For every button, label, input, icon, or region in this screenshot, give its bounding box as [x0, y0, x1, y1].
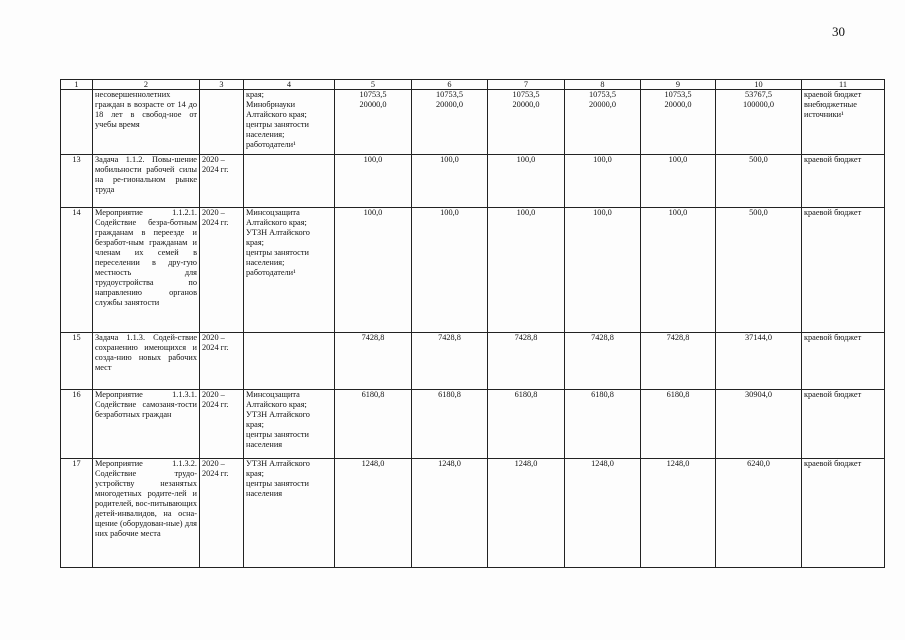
table-row: [61, 390, 885, 459]
executor-line: УТЗН Алтайского: [246, 410, 310, 419]
executor-line: Алтайского края;: [246, 400, 307, 409]
executor-line: населения;: [246, 130, 285, 139]
period-cell: 2020 – 2024 гг.: [200, 390, 244, 459]
executor-line: УТЗН Алтайского: [246, 459, 310, 468]
amount-value: 100,0: [363, 155, 383, 164]
amount-value: 100000,0: [742, 100, 775, 109]
period-cell: 2020 – 2024 гг.: [200, 459, 244, 568]
executors-cell: [244, 208, 335, 333]
value-cell-5: [335, 459, 412, 568]
measure-name-cell: Задача 1.1.2. Повы-шение мобильности рабочей силы на ре-гиональном рынке труда: [93, 155, 200, 208]
amount-value: 6180,8: [438, 390, 461, 399]
executors-cell: [244, 90, 335, 155]
amount-value: 1248,0: [666, 459, 690, 468]
executor-line: Минсоцзащита: [246, 390, 300, 399]
amount-value: 20000,0: [589, 100, 616, 109]
amount-value: 6240,0: [747, 459, 770, 468]
amount-value: 100,0: [593, 155, 612, 164]
column-header-9: 9: [641, 80, 716, 90]
row-number-cell: [61, 90, 93, 155]
value-cell-8: [565, 208, 641, 333]
row-number-cell: 14: [61, 208, 93, 333]
amount-value: 7428,8: [591, 333, 614, 342]
value-cell-5: [335, 155, 412, 208]
measure-name-cell: Мероприятие 1.1.3.2. Содействие трудо-устройству незанятых многодетных родите-лей и родителей, вос-питывающих детей-инвалидов, на осна-щение (оборудован-ные) для них рабочие места: [93, 459, 200, 568]
amount-value: 10753,5: [436, 90, 463, 99]
column-header-7: 7: [488, 80, 565, 90]
table-row: [61, 155, 885, 208]
amount-value: 6180,8: [514, 390, 538, 399]
funding-source: краевой бюджет: [804, 208, 862, 217]
amount-value: 100,0: [363, 208, 383, 217]
period-cell: [200, 90, 244, 155]
measure-name-cell: Мероприятие 1.1.3.1. Содействие самозаня-тости безработных граждан: [93, 390, 200, 459]
funding-source-cell: [802, 333, 885, 390]
amount-value: 1248,0: [438, 459, 461, 468]
value-cell-10: [716, 208, 802, 333]
executor-line: населения: [246, 489, 283, 498]
amount-value: 1248,0: [361, 459, 385, 468]
executor-line: центры занятости: [246, 120, 309, 129]
amount-value: 10753,5: [512, 90, 540, 99]
value-cell-6: [412, 459, 488, 568]
value-cell-9: [641, 459, 716, 568]
value-cell-6: [412, 390, 488, 459]
amount-value: 100,0: [668, 208, 688, 217]
value-cell-8: [565, 155, 641, 208]
row-number-cell: 15: [61, 333, 93, 390]
column-header-6: 6: [412, 80, 488, 90]
amount-value: 100,0: [440, 208, 459, 217]
funding-source-cell: [802, 90, 885, 155]
row-number-cell: 17: [61, 459, 93, 568]
amount-value: 6180,8: [666, 390, 690, 399]
measure-name-cell: Задача 1.1.3. Содей-ствие сохранению имеющихся и созда-нию новых рабочих мест: [93, 333, 200, 390]
executor-line: населения;: [246, 258, 285, 267]
executor-line: УТЗН Алтайского: [246, 228, 310, 237]
value-cell-8: [565, 333, 641, 390]
funding-source: внебюджетные источники¹: [804, 100, 857, 119]
funding-source-cell: [802, 459, 885, 568]
amount-value: 20000,0: [359, 100, 387, 109]
value-cell-7: [488, 459, 565, 568]
executor-line: Алтайского края;: [246, 110, 307, 119]
value-cell-7: [488, 208, 565, 333]
amount-value: 7428,8: [666, 333, 690, 342]
amount-value: 7428,8: [361, 333, 385, 342]
amount-value: 37144,0: [745, 333, 772, 342]
table-body: [61, 80, 885, 568]
value-cell-5: [335, 90, 412, 155]
executor-line: центры занятости: [246, 248, 309, 257]
value-cell-9: [641, 155, 716, 208]
value-cell-9: [641, 90, 716, 155]
funding-source: краевой бюджет: [804, 390, 862, 399]
column-header-4: 4: [244, 80, 335, 90]
value-cell-10: [716, 390, 802, 459]
table-row: [61, 333, 885, 390]
executors-cell: [244, 390, 335, 459]
value-cell-5: [335, 333, 412, 390]
amount-value: 30904,0: [745, 390, 772, 399]
value-cell-10: [716, 459, 802, 568]
amount-value: 20000,0: [436, 100, 463, 109]
value-cell-5: [335, 208, 412, 333]
executors-cell: [244, 459, 335, 568]
value-cell-9: [641, 208, 716, 333]
funding-source-cell: [802, 390, 885, 459]
funding-source-cell: [802, 208, 885, 333]
table-row: [61, 459, 885, 568]
period-cell: 2020 – 2024 гг.: [200, 208, 244, 333]
amount-value: 7428,8: [438, 333, 461, 342]
value-cell-5: [335, 390, 412, 459]
amount-value: 100,0: [668, 155, 688, 164]
value-cell-9: [641, 390, 716, 459]
table-row: [61, 90, 885, 155]
column-header-5: 5: [335, 80, 412, 90]
amount-value: 500,0: [749, 155, 768, 164]
funding-source-cell: [802, 155, 885, 208]
amount-value: 20000,0: [664, 100, 692, 109]
column-header-10: 10: [716, 80, 802, 90]
executor-line: края;: [246, 469, 264, 478]
program-table: [60, 79, 885, 568]
header-row: [61, 80, 885, 90]
amount-value: 1248,0: [514, 459, 538, 468]
measure-name-cell: Мероприятие 1.1.2.1. Содействие безра-ботным гражданам в переезде и безработ-ным гражданам и членам их семей в переселении в дру-гую местность для трудоустройства по направлению органов службы занятости: [93, 208, 200, 333]
executor-line: края;: [246, 238, 264, 247]
value-cell-6: [412, 155, 488, 208]
amount-value: 100,0: [440, 155, 459, 164]
column-header-11: 11: [802, 80, 885, 90]
column-header-1: 1: [61, 80, 93, 90]
value-cell-7: [488, 155, 565, 208]
value-cell-6: [412, 333, 488, 390]
period-cell: 2020 – 2024 гг.: [200, 155, 244, 208]
column-header-2: 2: [93, 80, 200, 90]
funding-source: краевой бюджет: [804, 333, 862, 342]
executor-line: края;: [246, 420, 264, 429]
value-cell-6: [412, 90, 488, 155]
amount-value: 500,0: [749, 208, 768, 217]
executor-line: Алтайского края;: [246, 218, 307, 227]
amount-value: 100,0: [516, 155, 536, 164]
funding-source: краевой бюджет: [804, 459, 862, 468]
amount-value: 10753,5: [589, 90, 616, 99]
executor-line: края;: [246, 90, 264, 99]
page-number: 30: [832, 24, 845, 39]
amount-value: 10753,5: [664, 90, 692, 99]
executor-line: работодатели¹: [246, 268, 296, 277]
period-cell: 2020 – 2024 гг.: [200, 333, 244, 390]
value-cell-8: [565, 390, 641, 459]
value-cell-7: [488, 333, 565, 390]
value-cell-6: [412, 208, 488, 333]
value-cell-7: [488, 390, 565, 459]
executor-line: Минсоцзащита: [246, 208, 300, 217]
value-cell-10: [716, 333, 802, 390]
table-row: [61, 208, 885, 333]
value-cell-10: [716, 90, 802, 155]
amount-value: 100,0: [516, 208, 536, 217]
executor-line: центры занятости: [246, 430, 309, 439]
executors-cell: [244, 333, 335, 390]
amount-value: 100,0: [593, 208, 612, 217]
executor-line: Минобрнауки: [246, 100, 296, 109]
amount-value: 53767,5: [745, 90, 772, 99]
value-cell-8: [565, 459, 641, 568]
executors-cell: [244, 155, 335, 208]
column-header-3: 3: [200, 80, 244, 90]
column-header-8: 8: [565, 80, 641, 90]
value-cell-8: [565, 90, 641, 155]
amount-value: 6180,8: [361, 390, 385, 399]
amount-value: 10753,5: [359, 90, 387, 99]
executor-line: работодатели¹: [246, 140, 296, 149]
measure-name-cell: несовершеннолетних граждан в возрасте от 14 до 18 лет в свобод-ное от учебы время: [93, 90, 200, 155]
row-number-cell: 13: [61, 155, 93, 208]
amount-value: 1248,0: [591, 459, 614, 468]
funding-source: краевой бюджет: [804, 155, 862, 164]
executor-line: населения: [246, 440, 283, 449]
amount-value: 7428,8: [514, 333, 538, 342]
value-cell-10: [716, 155, 802, 208]
amount-value: 20000,0: [512, 100, 540, 109]
executor-line: центры занятости: [246, 479, 309, 488]
amount-value: 6180,8: [591, 390, 614, 399]
row-number-cell: 16: [61, 390, 93, 459]
value-cell-9: [641, 333, 716, 390]
funding-source: краевой бюджет: [804, 90, 862, 99]
value-cell-7: [488, 90, 565, 155]
